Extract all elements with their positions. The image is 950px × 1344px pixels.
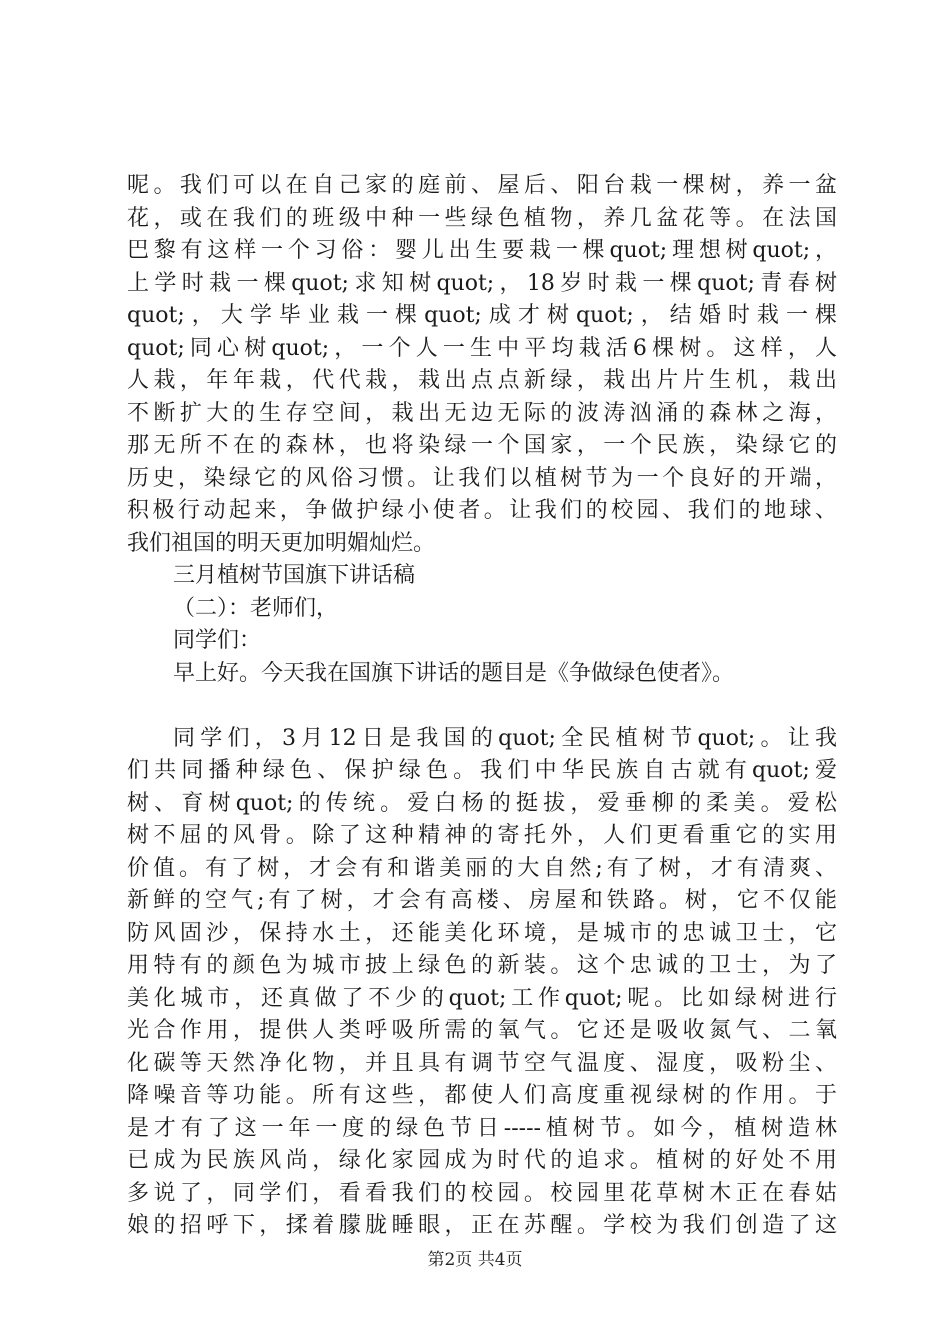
section-title: 三月植树节国旗下讲话稿	[173, 563, 416, 588]
text-line: 们共同播种绿色、保护绿色。我们中华民族自古就有quot;爱	[127, 758, 837, 783]
text-line: 已成为民族风尚，绿化家园成为时代的追求。植树的好处不用	[127, 1148, 837, 1173]
text-line: 价值。有了树，才会有和谐美丽的大自然;有了树，才有清爽、	[127, 855, 837, 881]
text-line: 化碳等天然净化物，并且具有调节空气温度、湿度，吸粉尘、	[127, 1050, 837, 1076]
salutation-line: 同学们：	[173, 628, 262, 653]
text-line: 是才有了这一年一度的绿色节日-----植树节。如今，植树造林	[127, 1115, 837, 1141]
text-line: 同学们，3月12日是我国的quot;全民植树节quot;。让我	[173, 725, 837, 751]
text-line: 树不屈的风骨。除了这种精神的寄托外，人们更看重它的实用	[127, 823, 837, 848]
body-text	[127, 170, 837, 1243]
text-line: 美化城市，还真做了不少的quot;工作quot;呢。比如绿树进行	[127, 985, 837, 1011]
text-line: 用特有的颜色为城市披上绿色的新装。这个忠诚的卫士，为了	[127, 953, 837, 978]
text-line: 我们祖国的明天更加明媚灿烂。	[127, 530, 436, 556]
text-line: 树、育树quot;的传统。爱白杨的挺拔，爱垂柳的柔美。爱松	[127, 790, 837, 816]
text-line: 新鲜的空气;有了树，才会有高楼、房屋和铁路。树，它不仅能	[127, 888, 837, 913]
text-line: 历史，染绿它的风俗习惯。让我们以植树节为一个良好的开端，	[127, 465, 837, 491]
text-line: 娘的招呼下，揉着朦胧睡眼，正在苏醒。学校为我们创造了这	[127, 1213, 837, 1238]
speech-title-line: 早上好。今天我在国旗下讲话的题目是《争做绿色使者》。	[173, 660, 735, 686]
text-line: 多说了，同学们，看看我们的校园。校园里花草树木正在春姑	[127, 1180, 837, 1206]
text-line: 花，或在我们的班级中种一些绿色植物，养几盆花等。在法国	[127, 205, 837, 231]
text-line: 光合作用，提供人类呼吸所需的氧气。它还是吸收氮气、二氧	[127, 1018, 837, 1043]
text-line: 巴黎有这样一个习俗：婴儿出生要栽一棵quot;理想树quot;，	[127, 238, 837, 263]
blank-line	[127, 690, 837, 723]
text-line: quot;同心树quot;，一个人一生中平均栽活6棵树。这样，人	[127, 335, 837, 361]
text-line: 防风固沙，保持水土，还能美化环境，是城市的忠诚卫士，它	[127, 920, 837, 946]
text-line: quot;，大学毕业栽一棵quot;成才树quot;，结婚时栽一棵	[127, 303, 837, 328]
text-line: 降噪音等功能。所有这些，都使人们高度重视绿树的作用。于	[127, 1083, 837, 1108]
page-number: 第2页 共4页	[427, 1250, 523, 1270]
text-line: 上学时栽一棵quot;求知树quot;，18岁时栽一棵quot;青春树	[127, 270, 837, 296]
text-line: 呢。我们可以在自己家的庭前、屋后、阳台栽一棵树，养一盆	[127, 173, 837, 198]
text-line: 积极行动起来，争做护绿小使者。让我们的校园、我们的地球、	[127, 498, 837, 523]
text-line: 人栽，年年栽，代代栽，栽出点点新绿，栽出片片生机，栽出	[127, 368, 837, 393]
salutation-line: （二）：老师们，	[173, 595, 339, 621]
text-line: 那无所不在的森林，也将染绿一个国家，一个民族，染绿它的	[127, 433, 837, 458]
text-line: 不断扩大的生存空间，栽出无边无际的波涛汹涌的森林之海，	[127, 400, 837, 426]
